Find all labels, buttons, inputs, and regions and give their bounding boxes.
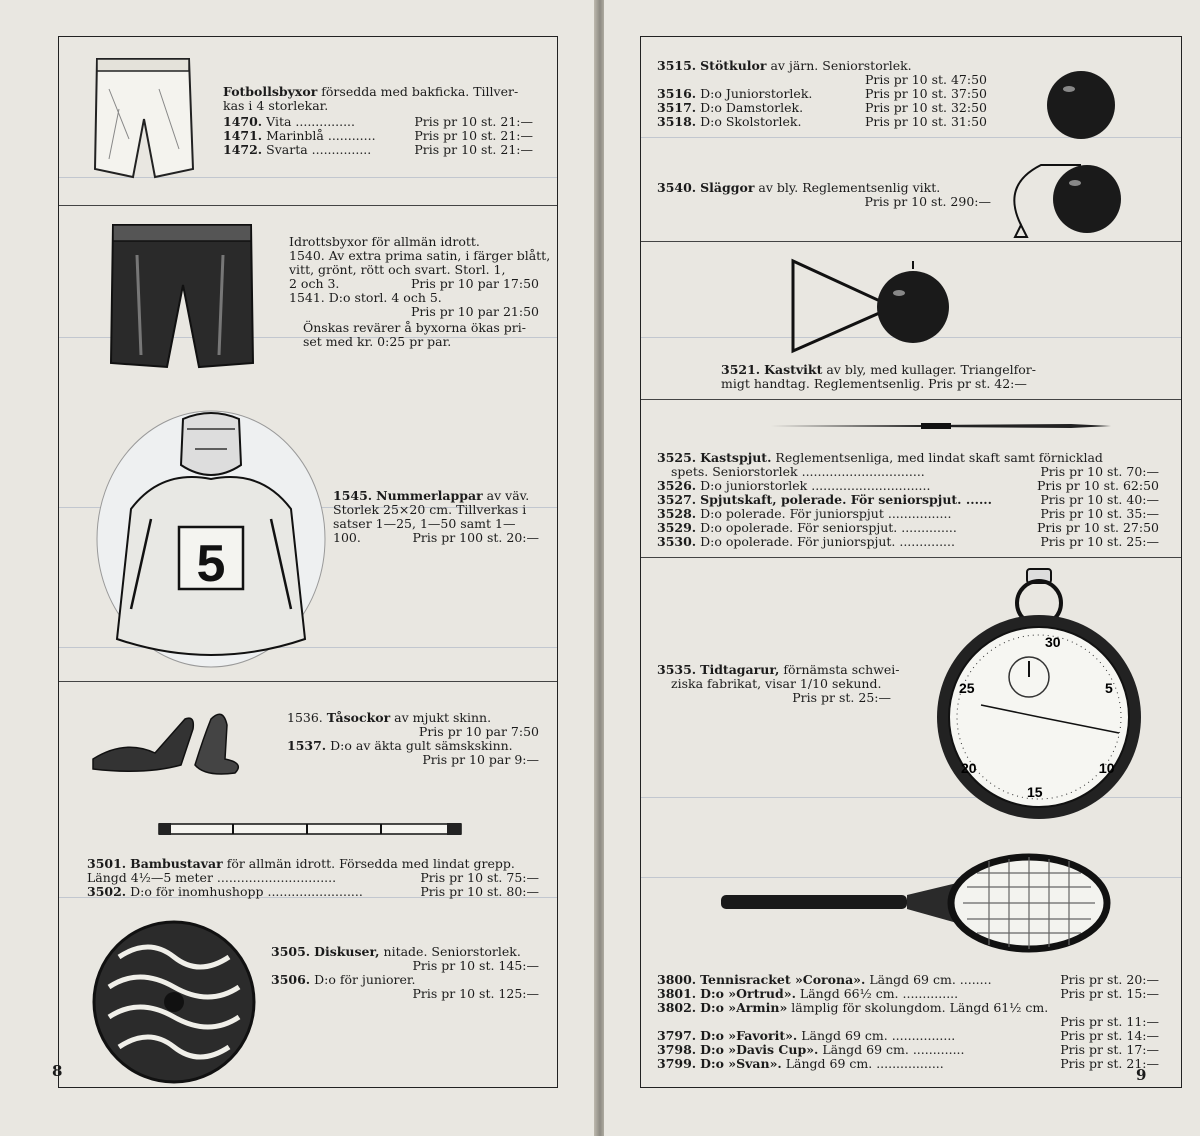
- toe-socks-line1: 1536. Tåsockor av mjukt skinn.: [287, 710, 492, 725]
- football-shorts-line1: Fotbollsbyxor försedda med bakficka. Tillver-: [223, 84, 519, 99]
- javelin-line2: spets. Seniorstorlek ...............................: [671, 464, 925, 479]
- sport-shorts-line: 1541. D:o storl. 4 och 5.: [289, 290, 442, 305]
- dial-number: 5: [1105, 680, 1113, 696]
- list-item: 3798. D:o »Davis Cup». Längd 69 cm. ............. Pris pr st. 17:—: [657, 1042, 1159, 1057]
- throwing-weight-line1: 3521. Kastvikt av bly, med kullager. Triangelfor-: [721, 362, 1037, 377]
- list-item: 3517. D:o Damstorlek. Pris pr 10 st. 32:50: [657, 100, 987, 115]
- throwing-weight-line2: migt handtag. Reglementsenlig. Pris pr st. 42:—: [721, 376, 1027, 391]
- page-number-right: 9: [1136, 1066, 1147, 1084]
- football-shorts-line2: kas i 4 storlekar.: [223, 98, 329, 113]
- catalog-page-left: [0, 0, 596, 1136]
- dial-number: 30: [1045, 634, 1061, 650]
- hammer-line1: 3540. Släggor av bly. Reglementsenlig vikt.: [657, 180, 941, 195]
- list-item: 3528. D:o polerade. För juniorspjut ................ Pris pr 10 st. 35:—: [657, 506, 1159, 521]
- sport-shorts-line: 1540. Av extra prima satin, i färger blått,: [289, 248, 551, 263]
- toe-socks-illustration: [85, 699, 255, 779]
- hammer-price: Pris pr 10 st. 290:—: [864, 194, 991, 209]
- sport-shorts-price-1540: Pris pr 10 par 17:50: [410, 276, 539, 291]
- list-item: 3518. D:o Skolstorlek. Pris pr 10 st. 31:50: [657, 114, 987, 129]
- shot-put-ball-illustration: [1045, 69, 1117, 141]
- stopwatch-price: Pris pr st. 25:—: [792, 690, 891, 705]
- hammer-illustration: [1001, 155, 1125, 245]
- discus-price-3506: Pris pr 10 st. 125:—: [412, 986, 539, 1001]
- dial-number: 20: [961, 760, 977, 776]
- stopwatch-illustration: [919, 567, 1159, 817]
- number-bibs-line1: 1545. Nummerlappar av väv.: [333, 488, 530, 503]
- list-item: 3530. D:o opolerade. För juniorspjut. .............. Pris pr 10 st. 25:—: [657, 534, 1159, 549]
- list-item: 3529. D:o opolerade. För seniorspjut. .............. Pris pr 10 st. 27:50: [657, 520, 1159, 535]
- football-shorts-illustration: [89, 49, 199, 189]
- list-item: 3800. Tennisracket »Corona». Längd 69 cm. ........ Pris pr st. 20:—: [657, 972, 1159, 987]
- section-divider: [59, 205, 557, 206]
- javelin-line1: 3525. Kastspjut. Reglementsenliga, med lindat skaft samt förnicklad: [657, 450, 1103, 465]
- bamboo-pole-illustration: [157, 819, 467, 839]
- bib-number: 5: [196, 535, 226, 593]
- sport-shorts-line: vitt, grönt, rött och svart. Storl. 1,: [289, 262, 506, 277]
- section-divider: [641, 399, 1181, 400]
- sport-shorts-illustration: [107, 215, 257, 375]
- number-bibs-line: 100.: [333, 530, 361, 545]
- sport-shorts-note: set med kr. 0:25 pr par.: [303, 334, 452, 349]
- page-frame-right: 3515. Stötkulor av järn. Seniorstorlek. Pris pr 10 st. 47:50 3516. D:o Juniorstorlek. Pris pr 10 st. 37:50 3517. D:o Damstorlek. Pris pr 10 st. 32:50 3518. D:o Skolstorlek. Pris pr 10 st. 31:50 3540. Släggor av bly. Reglementsenlig vikt. Pris pr 10 st. 290:— 3521. Kastvikt av bly, med kullager. Triangelfor- migt handtag. Reglementsenlig. Pris pr st. 42:— 3525. Kastspjut. Reglementsenliga, med lindat skaft samt förnicklad spets. Seniorstorlek ............................... Pris pr 10 st. 70:— 3526. D:o juniorstorlek .............................. Pris pr 10 st. 62:50 3527. Spjutskaft, polerade. För seniorspjut. ...... Pris pr 10 st. 40:— 3528. D:o polerade. För juniorspjut ................ Pris pr 10 st. 35:— 3529. D:o opolerade. För seniorspjut. .............. Pris pr 10 st. 27:50 3530. D:o opolerade. För juniorspjut. .............. Pris pr 10 st. 25:— 3535. Tidtagarur, förnämsta schwei- ziska fabrikat, visar 1/10 sekund. Pris pr st. 25:— 30 5 10 15 20 25 3800. Tennisracket »Corona». Längd 69 cm. ........ Pris pr st. 20:— 3801. D:o »Ortrud». Längd 66½ cm. .............. Pris pr st. 15:— 3802. D:o »Armin» lämplig för skolungdom. Längd 61½ cm. Pris pr st. 11:— 3797. D:o »Favorit». Längd 69 cm. ................ Pris pr st. 14:— 3798. D:o »Davis Cup». Längd 69 cm. ............. Pris pr st. 17:— 3799. D:o »Svan». Längd 69 cm. ................. Pris pr st. 21:—: [640, 36, 1182, 1088]
- bamboo-poles-line3: 3502. D:o för inomhushopp ........................: [87, 884, 363, 899]
- athlete-number-bib-illustration: [91, 409, 331, 671]
- shot-put-line1: 3515. Stötkulor av järn. Seniorstorlek.: [657, 58, 912, 73]
- discus-price-3505: Pris pr 10 st. 145:—: [412, 958, 539, 973]
- list-item: 3799. D:o »Svan». Längd 69 cm. ................. Pris pr st. 21:—: [657, 1056, 1159, 1071]
- list-item: 1471. Marinblå ............ Pris pr 10 st. 21:—: [223, 128, 533, 143]
- discus-illustration: [89, 917, 259, 1087]
- discus-line2: 3506. D:o för juniorer.: [271, 972, 416, 987]
- tennis-racket-illustration: [717, 853, 1113, 953]
- discus-line1: 3505. Diskuser, nitade. Seniorstorlek.: [271, 944, 521, 959]
- list-item: 3527. Spjutskaft, polerade. För seniorspjut. ...... Pris pr 10 st. 40:—: [657, 492, 1159, 507]
- throwing-weight-illustration: [783, 251, 959, 361]
- page-number-left: 8: [52, 1062, 63, 1080]
- toe-socks-price-1537: Pris pr 10 par 9:—: [422, 752, 539, 767]
- stopwatch-line1: 3535. Tidtagarur, förnämsta schwei-: [657, 662, 900, 677]
- list-item: 3801. D:o »Ortrud». Längd 66½ cm. .............. Pris pr st. 15:—: [657, 986, 1159, 1001]
- number-bibs-line: satser 1—25, 1—50 samt 1—: [333, 516, 516, 531]
- section-divider: [641, 557, 1181, 558]
- list-item: 3797. D:o »Favorit». Längd 69 cm. ................ Pris pr st. 14:—: [657, 1028, 1159, 1043]
- toe-socks-line2: 1537. D:o av äkta gult sämskskinn.: [287, 738, 513, 753]
- bamboo-poles-line1: 3501. Bambustavar för allmän idrott. Försedda med lindat grepp.: [87, 856, 515, 871]
- dial-number: 15: [1027, 784, 1043, 800]
- number-bibs-price: Pris pr 100 st. 20:—: [412, 530, 539, 545]
- bamboo-poles-price-3502: Pris pr 10 st. 80:—: [420, 884, 539, 899]
- sport-shorts-line: 2 och 3.: [289, 276, 340, 291]
- number-bibs-line: Storlek 25×20 cm. Tillverkas i: [333, 502, 527, 517]
- sport-shorts-price-1541: Pris pr 10 par 21:50: [410, 304, 539, 319]
- list-item: 1472. Svarta ............... Pris pr 10 st. 21:—: [223, 142, 533, 157]
- toe-socks-price-1536: Pris pr 10 par 7:50: [418, 724, 539, 739]
- javelin-illustration: [771, 421, 1111, 431]
- sport-shorts-note: Önskas revärer å byxorna ökas pri-: [303, 320, 526, 335]
- stopwatch-line2: ziska fabrikat, visar 1/10 sekund.: [671, 676, 882, 691]
- dial-number: 25: [959, 680, 975, 696]
- bamboo-poles-price-3501: Pris pr 10 st. 75:—: [420, 870, 539, 885]
- bamboo-poles-line2: Längd 4½—5 meter ..............................: [87, 870, 337, 885]
- list-item: 3526. D:o juniorstorlek .............................. Pris pr 10 st. 62:50: [657, 478, 1159, 493]
- section-divider: [641, 241, 1181, 242]
- section-divider: [59, 681, 557, 682]
- list-item: 1470. Vita ............... Pris pr 10 st. 21:—: [223, 114, 533, 129]
- list-item: 3802. D:o »Armin» lämplig för skolungdom. Längd 61½ cm.: [657, 1000, 1049, 1015]
- sport-shorts-title: Idrottsbyxor för allmän idrott.: [289, 234, 480, 249]
- list-item: 3516. D:o Juniorstorlek. Pris pr 10 st. 37:50: [657, 86, 987, 101]
- dial-number: 10: [1099, 760, 1115, 776]
- page-frame-left: [58, 36, 558, 1088]
- catalog-page-right: [604, 0, 1200, 1136]
